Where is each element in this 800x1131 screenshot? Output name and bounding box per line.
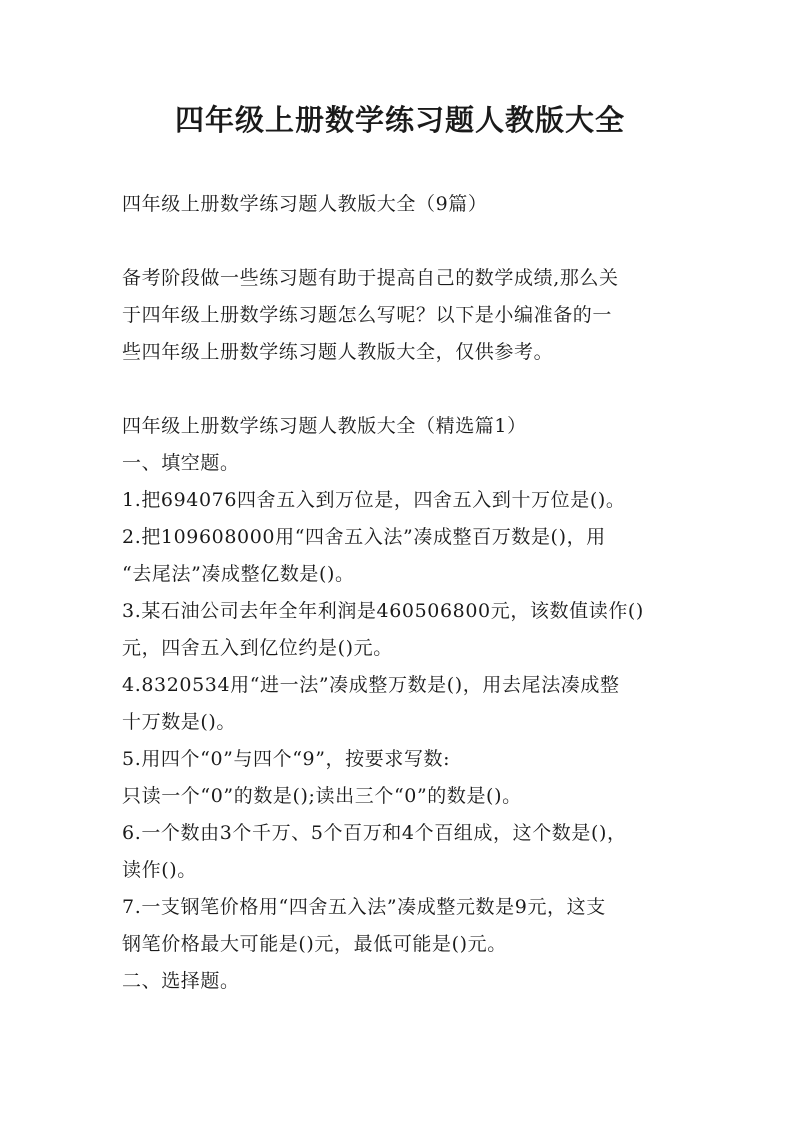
question-line: 读作()。	[122, 859, 197, 881]
question-line: 只读一个“0”的数是();读出三个“0”的数是()。	[122, 785, 522, 807]
question-line: “去尾法”凑成整亿数是()。	[122, 563, 355, 585]
section-heading: 四年级上册数学练习题人教版大全（精选篇1）	[122, 415, 527, 437]
question-line: 十万数是()。	[122, 711, 237, 733]
spacer	[122, 371, 692, 408]
question-line: 元，四舍五入到亿位约是()元。	[122, 637, 393, 659]
question-line: 3.某石油公司去年全年利润是460506800元，该数值读作()	[122, 600, 644, 622]
question-line: 5.用四个“0”与四个“9”，按要求写数:	[122, 748, 451, 770]
spacer	[122, 223, 692, 260]
document-subtitle: 四年级上册数学练习题人教版大全（9篇）	[122, 193, 488, 215]
question-line: 7.一支钢笔价格用“四舍五入法”凑成整元数是9元，这支	[122, 896, 606, 918]
question-line: 4.8320534用“进一法”凑成整万数是()，用去尾法凑成整	[122, 674, 620, 696]
intro-line: 于四年级上册数学练习题怎么写呢？以下是小编准备的一	[122, 304, 613, 326]
part-one-heading: 一、填空题。	[122, 452, 240, 474]
intro-line: 些四年级上册数学练习题人教版大全，仅供参考。	[122, 341, 554, 363]
intro-line: 备考阶段做一些练习题有助于提高自己的数学成绩,那么关	[122, 267, 619, 289]
question-line: 2.把109608000用“四舍五入法”凑成整百万数是()，用	[122, 526, 606, 548]
document-title: 四年级上册数学练习题人教版大全	[174, 103, 625, 137]
document-body	[122, 186, 692, 1000]
question-line: 钢笔价格最大可能是()元，最低可能是()元。	[122, 933, 507, 955]
question-line: 1.把694076四舍五入到万位是，四舍五入到十万位是()。	[122, 489, 626, 511]
part-two-heading: 二、选择题。	[122, 970, 240, 992]
question-line: 6.一个数由3个千万、5个百万和4个百组成，这个数是()，	[122, 822, 627, 844]
